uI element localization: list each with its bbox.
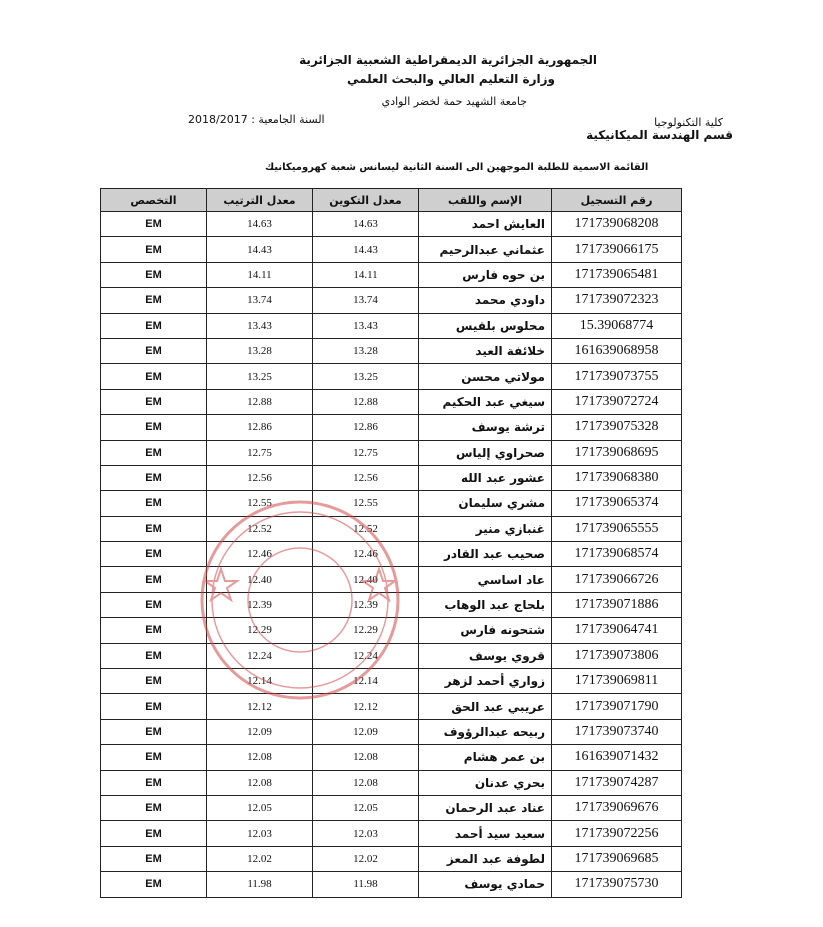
- cell-name: عشور عبد الله: [419, 465, 552, 490]
- cell-ranking-avg: 12.86: [207, 415, 313, 440]
- cell-training-avg: 12.56: [313, 465, 419, 490]
- cell-ranking-avg: 12.08: [207, 770, 313, 795]
- cell-name: بحري عدنان: [419, 770, 552, 795]
- cell-ranking-avg: 12.46: [207, 542, 313, 567]
- cell-registration: 171739065555: [552, 516, 682, 541]
- cell-registration: 171739073740: [552, 719, 682, 744]
- cell-name: سيغي عبد الحكيم: [419, 389, 552, 414]
- cell-name: صحيب عبد القادر: [419, 542, 552, 567]
- cell-name: داودي محمد: [419, 288, 552, 313]
- cell-registration: 161639071432: [552, 745, 682, 770]
- cell-training-avg: 12.24: [313, 643, 419, 668]
- cell-ranking-avg: 12.55: [207, 491, 313, 516]
- cell-ranking-avg: 12.52: [207, 516, 313, 541]
- table-row: [101, 364, 682, 389]
- cell-specialty: EM: [101, 262, 207, 287]
- cell-registration: 171739072256: [552, 821, 682, 846]
- cell-specialty: EM: [101, 872, 207, 897]
- cell-ranking-avg: 12.03: [207, 821, 313, 846]
- cell-ranking-avg: 13.25: [207, 364, 313, 389]
- table-header-row: [101, 189, 682, 212]
- cell-name: سعيد سيد أحمد: [419, 821, 552, 846]
- cell-registration: 171739072323: [552, 288, 682, 313]
- cell-registration: 171739066175: [552, 237, 682, 262]
- cell-name: عريبي عبد الحق: [419, 694, 552, 719]
- cell-registration: 171739069811: [552, 669, 682, 694]
- cell-ranking-avg: 12.14: [207, 669, 313, 694]
- cell-specialty: EM: [101, 491, 207, 516]
- cell-specialty: EM: [101, 567, 207, 592]
- academic-year: السنة الجامعية : 2018/2017: [188, 113, 325, 126]
- cell-specialty: EM: [101, 415, 207, 440]
- cell-ranking-avg: 12.08: [207, 745, 313, 770]
- cell-ranking-avg: 12.29: [207, 618, 313, 643]
- cell-name: عناد عبد الرحمان: [419, 795, 552, 820]
- cell-registration: 171739072724: [552, 389, 682, 414]
- cell-ranking-avg: 12.24: [207, 643, 313, 668]
- cell-name: مشري سليمان: [419, 491, 552, 516]
- table-row: [101, 516, 682, 541]
- cell-ranking-avg: 12.75: [207, 440, 313, 465]
- cell-training-avg: 11.98: [313, 872, 419, 897]
- cell-name: بن حوه فارس: [419, 262, 552, 287]
- cell-registration: 171739071790: [552, 694, 682, 719]
- header-faculty: كلية التكنولوجيا: [654, 116, 723, 129]
- cell-ranking-avg: 14.43: [207, 237, 313, 262]
- cell-specialty: EM: [101, 212, 207, 237]
- table-row: [101, 237, 682, 262]
- cell-ranking-avg: 12.12: [207, 694, 313, 719]
- header-university: جامعة الشهيد حمة لخضر الوادي: [381, 95, 527, 108]
- col-registration: رقم التسجيل: [552, 189, 682, 212]
- cell-ranking-avg: 14.11: [207, 262, 313, 287]
- header-ministry: وزارة التعليم العالي والبحث العلمي: [346, 72, 555, 86]
- cell-training-avg: 12.08: [313, 770, 419, 795]
- header-department: قسم الهندسة الميكانيكية: [586, 128, 733, 142]
- table-row: [101, 465, 682, 490]
- table-row: [101, 669, 682, 694]
- cell-registration: 171739073755: [552, 364, 682, 389]
- table-row: [101, 262, 682, 287]
- cell-name: عثماني عبدالرحيم: [419, 237, 552, 262]
- cell-registration: 171739073806: [552, 643, 682, 668]
- cell-ranking-avg: 12.56: [207, 465, 313, 490]
- col-specialty: التخصص: [101, 189, 207, 212]
- cell-specialty: EM: [101, 592, 207, 617]
- cell-specialty: EM: [101, 719, 207, 744]
- cell-name: غنبازي منير: [419, 516, 552, 541]
- cell-name: ربيحه عبدالرؤوف: [419, 719, 552, 744]
- cell-registration: 171739068208: [552, 212, 682, 237]
- table-row: [101, 745, 682, 770]
- cell-name: صحراوي إلياس: [419, 440, 552, 465]
- cell-training-avg: 12.88: [313, 389, 419, 414]
- cell-registration: 171739065374: [552, 491, 682, 516]
- cell-training-avg: 12.55: [313, 491, 419, 516]
- cell-name: ترشة يوسف: [419, 415, 552, 440]
- cell-training-avg: 13.43: [313, 313, 419, 338]
- cell-name: شتحونه فارس: [419, 618, 552, 643]
- cell-name: حمادي يوسف: [419, 872, 552, 897]
- cell-ranking-avg: 13.43: [207, 313, 313, 338]
- cell-training-avg: 13.25: [313, 364, 419, 389]
- cell-ranking-avg: 11.98: [207, 872, 313, 897]
- cell-training-avg: 12.40: [313, 567, 419, 592]
- cell-specialty: EM: [101, 389, 207, 414]
- cell-specialty: EM: [101, 618, 207, 643]
- students-table: [100, 188, 682, 898]
- cell-name: محلوس بلقيس: [419, 313, 552, 338]
- cell-registration: 171739069676: [552, 795, 682, 820]
- cell-name: خلائفة العيد: [419, 338, 552, 363]
- table-row: [101, 592, 682, 617]
- cell-training-avg: 12.12: [313, 694, 419, 719]
- cell-ranking-avg: 12.09: [207, 719, 313, 744]
- cell-registration: 171739068574: [552, 542, 682, 567]
- cell-specialty: EM: [101, 237, 207, 262]
- col-ranking-avg: معدل الترتيب: [207, 189, 313, 212]
- cell-ranking-avg: 13.28: [207, 338, 313, 363]
- table-row: [101, 542, 682, 567]
- table-row: [101, 821, 682, 846]
- cell-registration: 171739075328: [552, 415, 682, 440]
- cell-name: العايش احمد: [419, 212, 552, 237]
- header-republic: الجمهورية الجزائرية الديمقراطية الشعبية الجزائرية: [299, 53, 597, 67]
- cell-registration: 171739071886: [552, 592, 682, 617]
- cell-training-avg: 14.43: [313, 237, 419, 262]
- cell-training-avg: 12.52: [313, 516, 419, 541]
- cell-name: مولاتي محسن: [419, 364, 552, 389]
- cell-ranking-avg: 12.02: [207, 846, 313, 871]
- cell-training-avg: 13.28: [313, 338, 419, 363]
- cell-specialty: EM: [101, 542, 207, 567]
- cell-registration: 171739068695: [552, 440, 682, 465]
- table-row: [101, 719, 682, 744]
- cell-training-avg: 12.09: [313, 719, 419, 744]
- cell-training-avg: 12.46: [313, 542, 419, 567]
- cell-training-avg: 12.05: [313, 795, 419, 820]
- table-row: [101, 567, 682, 592]
- col-name: الإسم واللقب: [419, 189, 552, 212]
- cell-specialty: EM: [101, 795, 207, 820]
- cell-ranking-avg: 12.88: [207, 389, 313, 414]
- table-row: [101, 491, 682, 516]
- cell-training-avg: 13.74: [313, 288, 419, 313]
- cell-specialty: EM: [101, 313, 207, 338]
- cell-registration: 171739075730: [552, 872, 682, 897]
- cell-registration: 171739066726: [552, 567, 682, 592]
- cell-name: زواري أحمد لزهر: [419, 669, 552, 694]
- cell-registration: 171739074287: [552, 770, 682, 795]
- table-row: [101, 846, 682, 871]
- cell-training-avg: 12.39: [313, 592, 419, 617]
- cell-name: بلحاج عبد الوهاب: [419, 592, 552, 617]
- cell-ranking-avg: 12.39: [207, 592, 313, 617]
- list-title: القائمة الاسمية للطلبة الموجهين الى السنة الثانية ليسانس شعبة كهروميكانيك: [265, 162, 649, 173]
- cell-training-avg: 12.75: [313, 440, 419, 465]
- cell-training-avg: 12.14: [313, 669, 419, 694]
- table-row: [101, 694, 682, 719]
- cell-ranking-avg: 14.63: [207, 212, 313, 237]
- cell-specialty: EM: [101, 770, 207, 795]
- table-row: [101, 795, 682, 820]
- cell-training-avg: 12.29: [313, 618, 419, 643]
- cell-training-avg: 14.63: [313, 212, 419, 237]
- table-row: [101, 389, 682, 414]
- cell-specialty: EM: [101, 516, 207, 541]
- cell-name: بن عمر هشام: [419, 745, 552, 770]
- cell-training-avg: 12.86: [313, 415, 419, 440]
- cell-ranking-avg: 12.05: [207, 795, 313, 820]
- table-row: [101, 872, 682, 897]
- cell-name: عاد اساسي: [419, 567, 552, 592]
- cell-specialty: EM: [101, 846, 207, 871]
- cell-training-avg: 12.08: [313, 745, 419, 770]
- col-training-avg: معدل التكوين: [313, 189, 419, 212]
- table-row: [101, 440, 682, 465]
- cell-registration: 161639068958: [552, 338, 682, 363]
- cell-specialty: EM: [101, 288, 207, 313]
- cell-name: لطوفة عبد المعز: [419, 846, 552, 871]
- cell-specialty: EM: [101, 440, 207, 465]
- cell-specialty: EM: [101, 694, 207, 719]
- table-row: [101, 288, 682, 313]
- table-row: [101, 618, 682, 643]
- cell-training-avg: 12.03: [313, 821, 419, 846]
- cell-specialty: EM: [101, 745, 207, 770]
- table-row: [101, 212, 682, 237]
- cell-registration: 171739065481: [552, 262, 682, 287]
- table-row: [101, 313, 682, 338]
- cell-registration: 171739068380: [552, 465, 682, 490]
- table-row: [101, 415, 682, 440]
- cell-name: قروي يوسف: [419, 643, 552, 668]
- cell-specialty: EM: [101, 669, 207, 694]
- cell-ranking-avg: 12.40: [207, 567, 313, 592]
- cell-training-avg: 12.02: [313, 846, 419, 871]
- cell-registration: 171739064741: [552, 618, 682, 643]
- cell-specialty: EM: [101, 643, 207, 668]
- table-row: [101, 770, 682, 795]
- cell-specialty: EM: [101, 338, 207, 363]
- cell-training-avg: 14.11: [313, 262, 419, 287]
- table-row: [101, 643, 682, 668]
- cell-specialty: EM: [101, 821, 207, 846]
- cell-ranking-avg: 13.74: [207, 288, 313, 313]
- cell-registration: 171739069685: [552, 846, 682, 871]
- cell-specialty: EM: [101, 364, 207, 389]
- table-row: [101, 338, 682, 363]
- cell-registration: 15.39068774: [552, 313, 682, 338]
- cell-specialty: EM: [101, 465, 207, 490]
